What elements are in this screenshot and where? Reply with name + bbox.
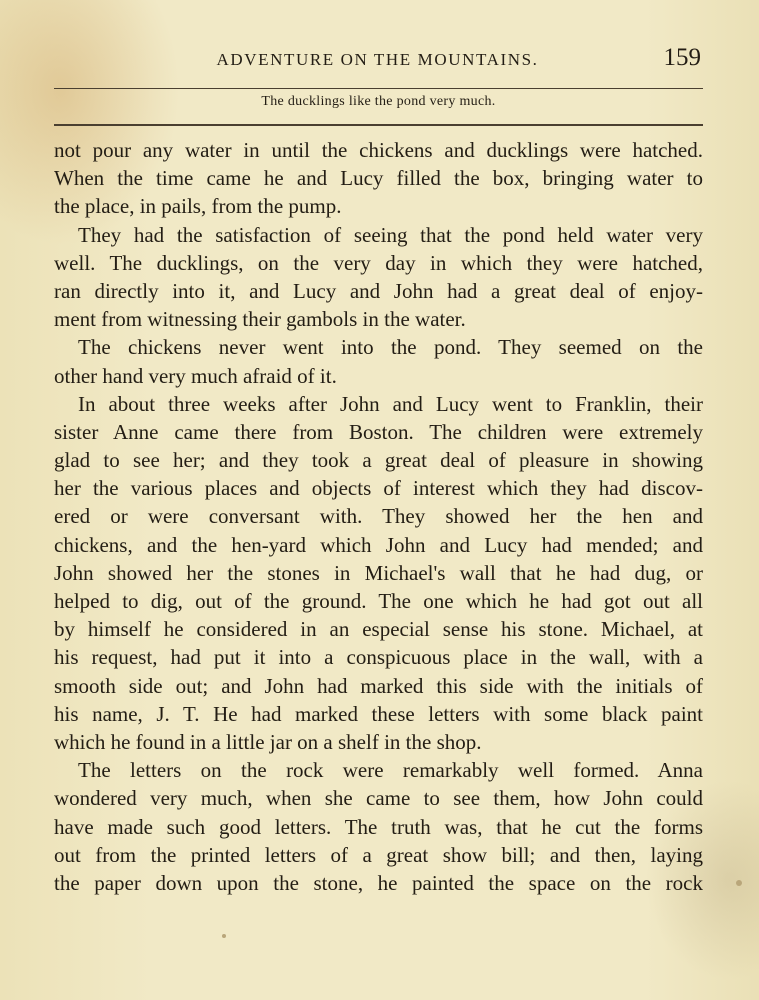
text-line: ered or were conversant with. They showed her the hen and xyxy=(54,504,703,529)
header-rule-bottom xyxy=(54,124,703,126)
running-title: ADVENTURE ON THE MOUNTAINS. xyxy=(216,50,539,69)
text-line: ran directly into it, and Lucy and John had a great deal of enjoy- xyxy=(54,278,703,303)
text-line: his name, J. T. He had marked these letters with some black paint xyxy=(54,701,703,726)
text-line: glad to see her; and they took a great deal of pleasure in showing xyxy=(54,448,703,473)
text-line: They had the satisfaction of seeing that the pond held water very xyxy=(78,222,703,247)
running-head xyxy=(54,44,701,74)
text-line: John showed her the stones in Michael's wall that he had dug, or xyxy=(54,560,703,585)
text-line: helped to dig, out of the ground. The one which he had got out all xyxy=(54,589,703,613)
text-line: The chickens never went into the pond. They seemed on the xyxy=(78,335,703,360)
page-number: 159 xyxy=(663,44,701,71)
text-line: chickens, and the hen-yard which John and Lucy had mended; and xyxy=(54,532,703,557)
text-line: sister Anne came there from Boston. The children were extremely xyxy=(54,419,703,444)
body-text xyxy=(54,136,703,897)
paper-speck xyxy=(222,934,226,938)
text-line: the paper down upon the stone, he painted the space on the rock xyxy=(54,870,703,895)
text-line: When the time came he and Lucy filled the box, bringing water to xyxy=(54,166,703,191)
text-line: the place, in pails, from the pump. xyxy=(54,194,342,219)
text-line: his request, had put it into a conspicuous place in the wall, with a xyxy=(54,645,703,670)
text-line: not pour any water in until the chickens and ducklings were hatched. xyxy=(54,138,703,162)
paper-speck xyxy=(736,880,742,886)
text-line: other hand very much afraid of it. xyxy=(54,363,337,388)
text-line: by himself he considered in an especial sense his stone. Michael, at xyxy=(54,617,703,642)
text-line: In about three weeks after John and Lucy went to Franklin, their xyxy=(78,391,703,416)
text-line: well. The ducklings, on the very day in which they were hatched, xyxy=(54,250,703,275)
header-rule-top xyxy=(54,88,703,89)
section-subheading: The ducklings like the pond very much. xyxy=(261,94,496,109)
text-line: smooth side out; and John had marked this side with the initials of xyxy=(54,673,703,698)
text-line: out from the printed letters of a great show bill; and then, laying xyxy=(54,842,703,867)
text-line: have made such good letters. The truth was, that he cut the forms xyxy=(54,814,703,839)
text-line: which he found in a little jar on a shelf in the shop. xyxy=(54,729,482,754)
text-line: her the various places and objects of interest which they had discov- xyxy=(54,476,703,501)
text-line: ment from witnessing their gambols in the water. xyxy=(54,307,466,332)
text-line: wondered very much, when she came to see them, how John could xyxy=(54,786,703,811)
text-line: The letters on the rock were remarkably well formed. Anna xyxy=(78,758,703,783)
